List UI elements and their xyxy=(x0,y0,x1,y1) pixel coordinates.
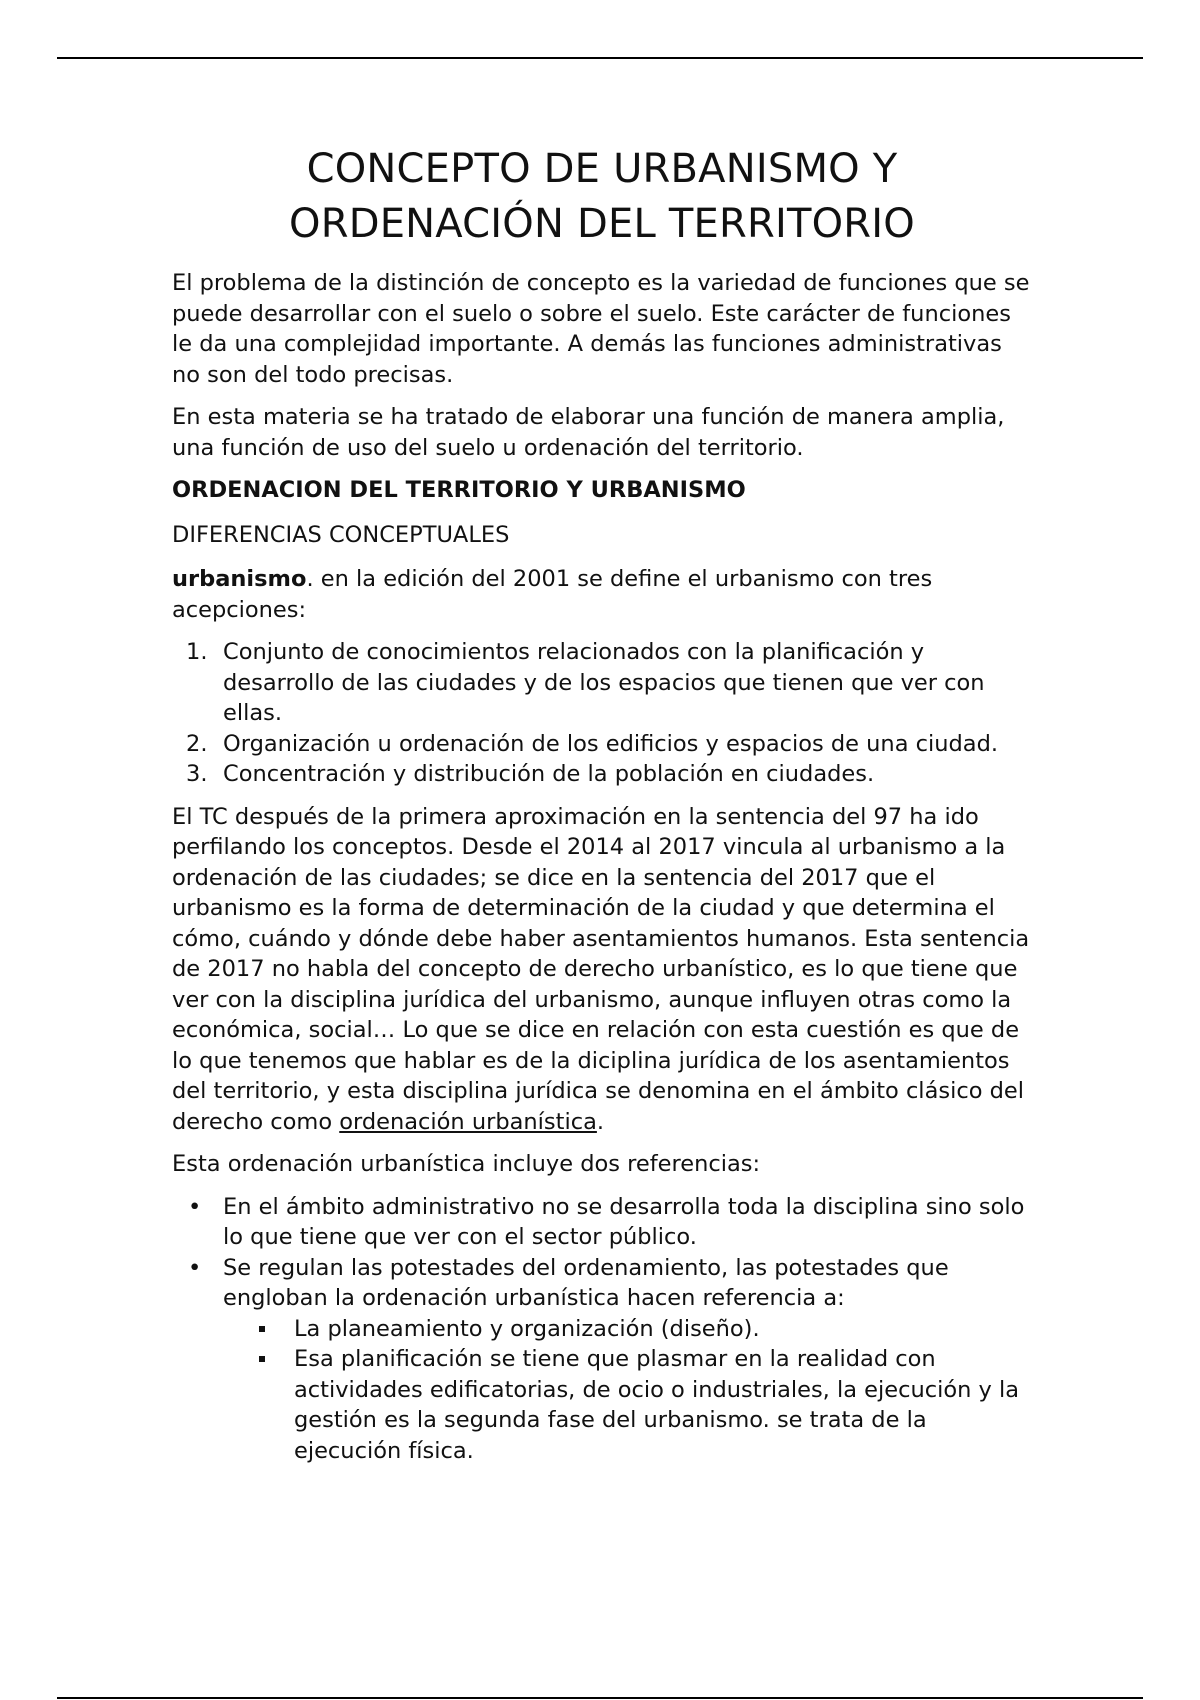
list-item xyxy=(172,637,1032,729)
referencias-intro: Esta ordenación urbanística incluye dos referencias: xyxy=(172,1151,761,1177)
intro-paragraph-1: El problema de la distinción de concepto es la variedad de funciones que se puede desarrollar con el suelo o sobre el suelo. Este carácter de funciones le da una complejidad importante. A demás las funciones administrativas no son del todo precisas. xyxy=(172,270,1030,388)
square-bullet-icon xyxy=(259,1326,265,1332)
list-item xyxy=(172,1192,1032,1253)
definition-text: . en la edición del 2001 se define el urbanismo con tres acepciones: xyxy=(172,566,933,623)
list-item xyxy=(223,1314,1032,1345)
underlined-term: ordenación urbanística xyxy=(339,1108,597,1135)
bottom-rule xyxy=(57,1697,1143,1699)
subreferencias-list xyxy=(223,1314,1032,1467)
referencias-list xyxy=(172,1192,1032,1467)
list-number: 1. xyxy=(186,639,208,665)
list-item xyxy=(223,1344,1032,1466)
list-item-text: En el ámbito administrativo no se desarrolla toda la disciplina sino solo lo que tiene que ver con el sector público. xyxy=(223,1193,1025,1250)
page-title xyxy=(172,142,1032,252)
list-item xyxy=(172,1253,1032,1467)
list-item xyxy=(172,759,1032,790)
document-body xyxy=(172,142,1032,1478)
title-line-1: CONCEPTO DE URBANISMO Y xyxy=(306,146,898,192)
list-item-text: La planeamiento y organización (diseño). xyxy=(294,1315,760,1342)
list-item-text: Se regulan las potestades del ordenamiento, las potestades que engloban la ordenación urbanística hacen referencia a: xyxy=(223,1254,949,1311)
tc-paragraph-end: . xyxy=(596,1108,605,1135)
definition-paragraph xyxy=(172,564,1032,625)
list-item xyxy=(172,729,1032,760)
bullet-icon: • xyxy=(188,1254,202,1281)
intro-paragraph-2: En esta materia se ha tratado de elaborar una función de manera amplia, una función de uso del suelo u ordenación del territorio. xyxy=(172,404,1005,461)
list-item-text: Concentración y distribución de la población en ciudades. xyxy=(223,761,875,787)
title-line-2: ORDENACIÓN DEL TERRITORIO xyxy=(289,201,915,247)
list-number: 3. xyxy=(186,761,208,787)
list-number: 2. xyxy=(186,730,208,757)
tc-paragraph xyxy=(172,802,1032,1138)
section-subheading: DIFERENCIAS CONCEPTUALES xyxy=(172,521,510,548)
tc-paragraph-text: El TC después de la primera aproximación en la sentencia del 97 ha ido perfilando los conceptos. Desde el 2014 al 2017 vincula al urbanismo a la ordenación de las ciudades; se dice en la sentencia del 2017 que el urbanismo es la forma de determinación de la ciudad y que determina el cómo, cuándo y dónde debe haber asentamientos humanos. Esta sentencia de 2017 no habla del concepto de derecho urbanístico, es lo que tiene que ver con la disciplina jurídica del urbanismo, aunque influyen otras como la económica, social… Lo que se dice en relación con esta cuestión es que de lo que tenemos que hablar es de la diciplina jurídica de los asentamientos del territorio, y esta disciplina jurídica se denomina en el ámbito clásico del derecho como xyxy=(172,803,1030,1135)
list-item-text: Conjunto de conocimientos relacionados con la planificación y desarrollo de las ciudades y de los espacios que tienen que ver con ellas. xyxy=(223,639,985,726)
top-rule xyxy=(57,57,1143,59)
bullet-icon: • xyxy=(188,1193,202,1220)
square-bullet-icon xyxy=(259,1356,265,1362)
acepciones-list xyxy=(172,637,1032,790)
list-item-text: Organización u ordenación de los edificios y espacios de una ciudad. xyxy=(223,730,999,757)
list-item-text: Esa planificación se tiene que plasmar en la realidad con actividades edificatorias, de ocio o industriales, la ejecución y la gestión es la segunda fase del urbanismo. se trata de la ejecución física. xyxy=(294,1346,1020,1464)
definition-term: urbanismo xyxy=(172,566,307,592)
section-heading: ORDENACION DEL TERRITORIO Y URBANISMO xyxy=(172,477,746,503)
